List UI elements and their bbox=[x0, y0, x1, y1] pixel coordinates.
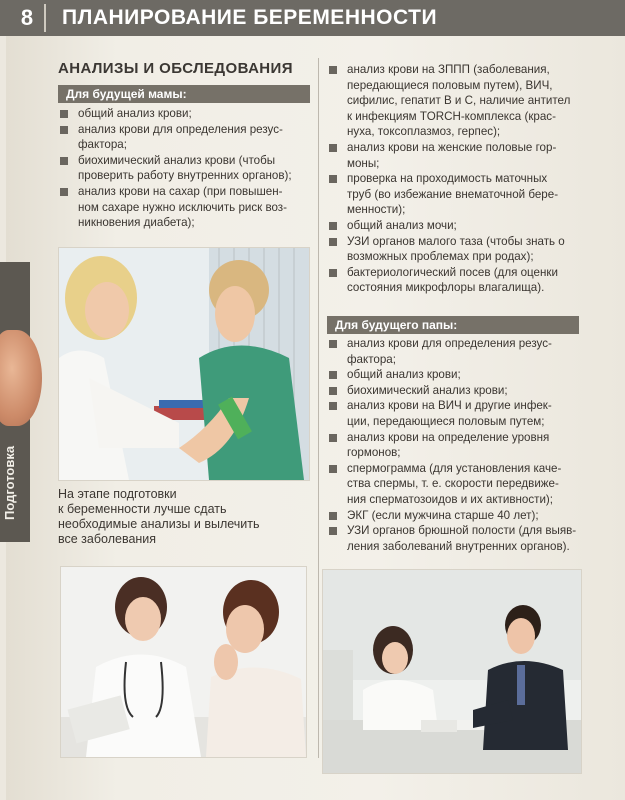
list-item-line: биохимический анализ крови (чтобы bbox=[78, 153, 276, 167]
page-number: 8 bbox=[10, 4, 46, 32]
list-item bbox=[327, 398, 593, 429]
list-item bbox=[327, 508, 593, 524]
list-item-line: ЭКГ (если мужчина старше 40 лет); bbox=[347, 508, 539, 522]
list-item bbox=[58, 122, 316, 153]
father-heading: Для будущего папы: bbox=[327, 316, 579, 334]
photo-consultation-female bbox=[60, 566, 307, 758]
list-item-line: фактора; bbox=[347, 352, 396, 366]
list-item-line: ления заболеваний внутренних органов). bbox=[347, 539, 570, 553]
list-item-line: спермограмма (для установления каче- bbox=[347, 461, 562, 475]
mother-list-continued bbox=[327, 62, 589, 296]
list-item bbox=[58, 184, 316, 231]
list-item bbox=[327, 234, 589, 265]
list-item-line: сифилис, гепатит В и С, наличие антител bbox=[347, 94, 571, 108]
list-item-line: анализ крови на женские половые гор- bbox=[347, 140, 557, 154]
list-item-line: менности); bbox=[347, 203, 406, 217]
father-list bbox=[327, 336, 593, 554]
list-item bbox=[327, 336, 593, 367]
list-item-line: ном сахаре нужно исключить риск воз- bbox=[78, 200, 287, 214]
list-item bbox=[327, 367, 593, 383]
list-item-line: труб (во избежание внематочной бере- bbox=[347, 187, 559, 201]
list-item bbox=[327, 383, 593, 399]
list-item bbox=[327, 62, 589, 140]
list-item-line: анализ крови для определения резус- bbox=[78, 122, 283, 136]
mother-list bbox=[58, 106, 316, 231]
list-item bbox=[327, 171, 589, 218]
list-item-line: УЗИ органов брюшной полости (для выяв- bbox=[347, 524, 577, 538]
list-item-line: общий анализ мочи; bbox=[347, 218, 457, 232]
list-item-line: проверить работу внутренних органов); bbox=[78, 169, 292, 183]
section-title: ПЛАНИРОВАНИЕ БЕРЕМЕННОСТИ bbox=[62, 6, 438, 29]
list-item bbox=[327, 461, 593, 508]
list-item bbox=[327, 430, 593, 461]
header-band bbox=[0, 0, 625, 36]
caption-line: необходимые анализы и вылечить bbox=[58, 517, 260, 531]
list-item-line: общий анализ крови; bbox=[78, 107, 192, 120]
caption-line: к беременности лучше сдать bbox=[58, 502, 227, 516]
list-item-line: возможных проблемах при родах); bbox=[347, 250, 534, 264]
list-item-line: общий анализ крови; bbox=[347, 368, 461, 382]
list-item bbox=[327, 140, 589, 171]
list-item-line: бактериологический посев (для оценки bbox=[347, 265, 558, 279]
list-item-line: анализ крови на сахар (при повышен- bbox=[78, 184, 283, 198]
list-item-line: анализ крови на ВИЧ и другие инфек- bbox=[347, 399, 552, 413]
list-item-line: УЗИ органов малого таза (чтобы знать о bbox=[347, 234, 565, 248]
mother-heading: Для будущей мамы: bbox=[58, 85, 310, 103]
list-item-line: никновения диабета); bbox=[78, 216, 195, 230]
block-title: АНАЛИЗЫ И ОБСЛЕДОВАНИЯ bbox=[58, 60, 293, 77]
photo-consultation-male bbox=[322, 569, 582, 774]
list-item bbox=[327, 265, 589, 296]
list-item bbox=[58, 153, 316, 184]
list-item-line: гормонов; bbox=[347, 446, 401, 460]
list-item-line: к инфекциям TORCH-комплекса (крас- bbox=[347, 109, 556, 123]
list-item-line: состояния микрофлоры влагалища). bbox=[347, 281, 545, 295]
caption-line: На этапе подготовки bbox=[58, 487, 177, 501]
photo-caption bbox=[58, 487, 313, 547]
list-item-line: фактора; bbox=[78, 138, 127, 152]
list-item-line: ния сперматозоидов и их активности); bbox=[347, 492, 554, 506]
list-item bbox=[327, 523, 593, 554]
list-item-line: биохимический анализ крови; bbox=[347, 383, 508, 397]
list-item-line: проверка на проходимость маточных bbox=[347, 172, 548, 186]
side-tab-label: Подготовка bbox=[2, 445, 17, 520]
list-item-line: передающиеся половым путем), ВИЧ, bbox=[347, 78, 553, 92]
list-item bbox=[58, 106, 316, 122]
list-item-line: ции, передающиеся половым путем; bbox=[347, 414, 545, 428]
list-item bbox=[327, 218, 589, 234]
column-divider bbox=[318, 58, 319, 758]
photo-blood-test bbox=[58, 247, 310, 481]
list-item-line: ства спермы, т. е. скорости передвиже- bbox=[347, 477, 559, 491]
list-item-line: анализ крови на определение уровня bbox=[347, 430, 550, 444]
list-item-line: анализ крови для определения резус- bbox=[347, 337, 552, 350]
list-item-line: нуха, токсоплазмоз, герпес); bbox=[347, 125, 501, 139]
list-item-line: анализ крови на ЗППП (заболевания, bbox=[347, 63, 550, 76]
list-item-line: моны; bbox=[347, 156, 380, 170]
caption-line: все заболевания bbox=[58, 532, 157, 546]
